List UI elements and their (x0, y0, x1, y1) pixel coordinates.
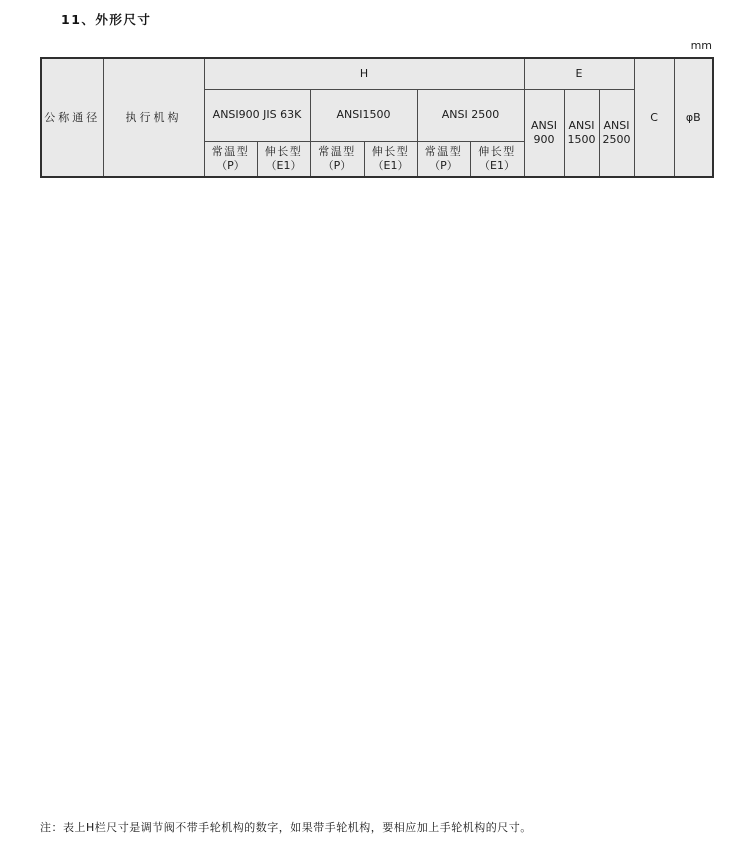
header-type-e1 (257, 141, 310, 177)
header-e-ansi900: ANSI 900 (524, 89, 564, 177)
unit-label: mm (690, 39, 712, 52)
header-actuator: 执行机构 (103, 58, 204, 177)
type-label-line2: （P） (216, 158, 245, 172)
header-type-p (417, 141, 470, 177)
type-label-line1: 常温型 (424, 145, 463, 158)
header-e-ansi1500: ANSI 1500 (564, 89, 599, 177)
header-type-p (204, 141, 257, 177)
header-diameter: 公称通径 (41, 58, 103, 177)
type-label-line2: （E1） (479, 158, 515, 172)
header-phib: φB (674, 58, 713, 177)
page-title: 11、外形尺寸 (61, 12, 152, 27)
type-label-line2: （P） (322, 158, 352, 172)
header-ansi1500: ANSI1500 (310, 89, 417, 141)
header-row-1 (41, 58, 713, 89)
header-ansi900-jis63k: ANSI900 JIS 63K (204, 89, 310, 141)
type-label-line1: 常温型 (211, 145, 250, 158)
table-header (41, 58, 713, 177)
header-e-ansi2500: ANSI 2500 (599, 89, 634, 177)
type-label-line1: 常温型 (318, 145, 356, 158)
header-c: C (634, 58, 674, 177)
dimensions-table (40, 57, 714, 178)
header-type-e1 (364, 141, 417, 177)
header-type-p (310, 141, 364, 177)
header-ansi2500: ANSI 2500 (417, 89, 524, 141)
type-label-line2: （E1） (372, 158, 409, 172)
type-label-line1: 伸长型 (264, 145, 303, 158)
type-label-line1: 伸长型 (478, 145, 516, 158)
header-type-e1 (470, 141, 524, 177)
header-group-e: E (524, 58, 634, 89)
type-label-line1: 伸长型 (371, 145, 410, 158)
type-label-line2: （E1） (265, 158, 302, 172)
header-group-h: H (204, 58, 524, 89)
type-label-line2: （P） (429, 158, 458, 172)
footnote: 注：表上H栏尺寸是调节阀不带手轮机构的数字，如果带手轮机构，要相应加上手轮机构的尺寸。 (40, 821, 532, 834)
